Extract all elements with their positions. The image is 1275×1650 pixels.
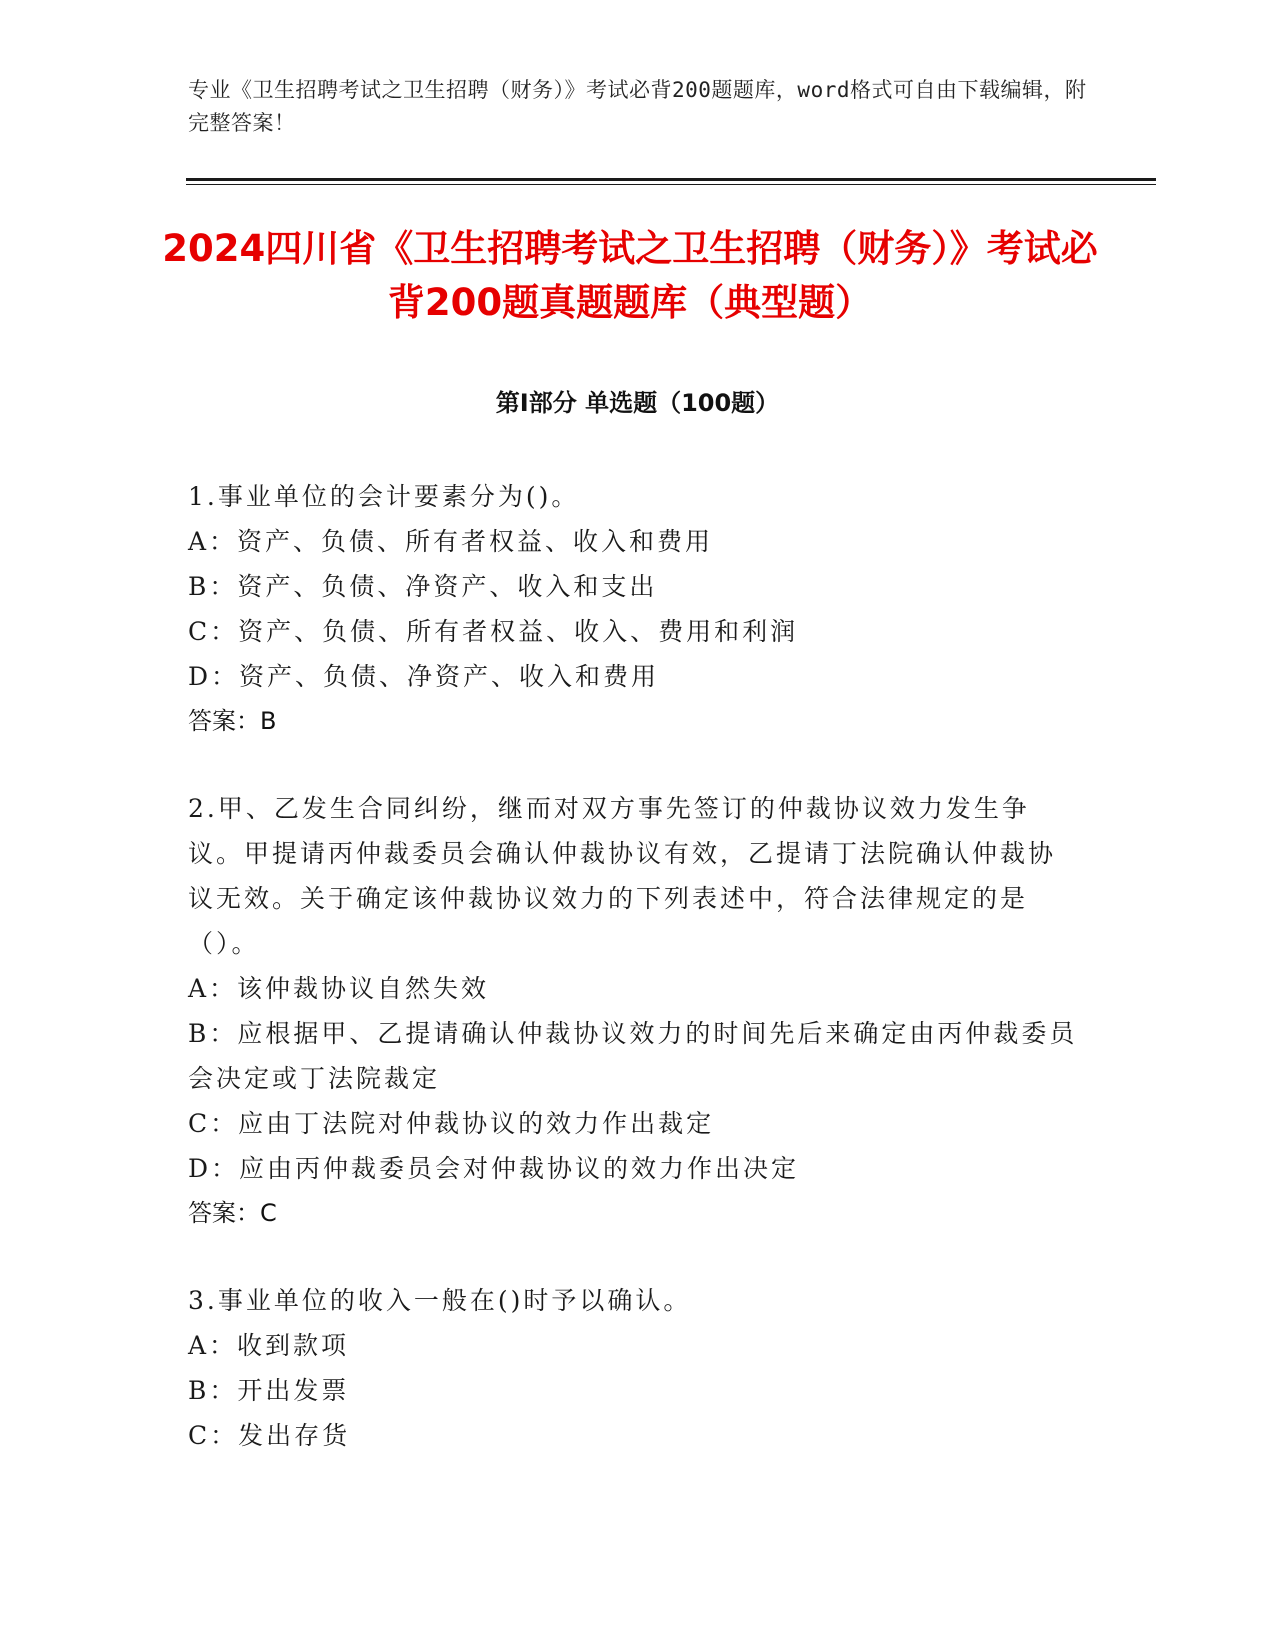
question-stem: 3.事业单位的收入一般在()时予以确认。 [188,1286,692,1315]
option-b: B：应根据甲、乙提请确认仲裁协议效力的时间先后来确定由丙仲裁委员会决定或丁法院裁定 [188,1019,1078,1093]
document-title: 2024四川省《卫生招聘考试之卫生招聘（财务）》考试必背200题真题题库（典型题） [162,227,1098,324]
question-3 [188,1278,1078,1458]
header-note: 专业《卫生招聘考试之卫生招聘（财务）》考试必背200题题库，word格式可自由下载编辑，附完整答案！ [188,78,1087,135]
option-a: A：收到款项 [188,1331,350,1360]
header-divider-thin [186,184,1156,185]
option-c: C：应由丁法院对仲裁协议的效力作出裁定 [188,1109,715,1138]
option-c: C：发出存货 [188,1421,351,1450]
answer-text: 答案：C [188,1199,277,1227]
question-list [188,474,1078,1500]
answer-text: 答案：B [188,707,277,735]
option-b: B：资产、负债、净资产、收入和支出 [188,572,658,601]
option-a: A：资产、负债、所有者权益、收入和费用 [188,527,714,556]
option-d: D：应由丙仲裁委员会对仲裁协议的效力作出决定 [188,1154,800,1183]
question-stem: 2.甲、乙发生合同纠纷，继而对双方事先签订的仲裁协议效力发生争议。甲提请丙仲裁委员会确认仲裁协议有效，乙提请丁法院确认仲裁协议无效。关于确定该仲裁协议效力的下列表述中，符合法律规定的是（）。 [188,794,1057,958]
option-d: D：资产、负债、净资产、收入和费用 [188,662,660,691]
option-b: B：开出发票 [188,1376,350,1405]
option-a: A：该仲裁协议自然失效 [188,974,490,1003]
header-divider-thick [186,178,1156,181]
section-heading: 第I部分 单选题（100题） [495,389,780,417]
question-1 [188,474,1078,744]
question-2 [188,786,1078,1236]
option-c: C：资产、负债、所有者权益、收入、费用和利润 [188,617,799,646]
question-stem: 1.事业单位的会计要素分为()。 [188,482,580,511]
